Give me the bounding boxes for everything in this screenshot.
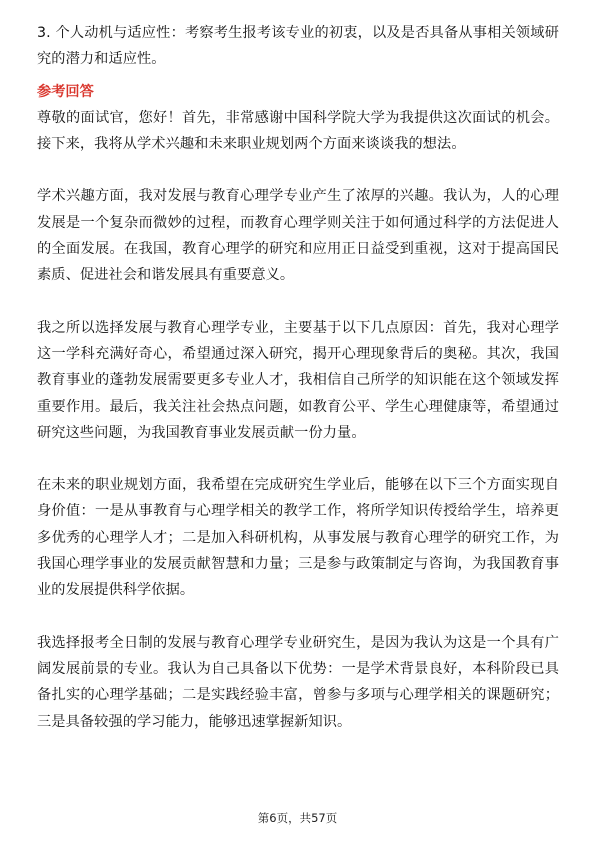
answer-paragraph-academic-interest: 学术兴趣方面，我对发展与教育心理学专业产生了浓厚的兴趣。我认为，人的心理发展是一个复杂而微妙的过程，而教育心理学则关注于如何通过科学的方法促进人的全面发展。在我国，教育心理学的研究和应用正日益受到重视，这对于提高国民素质、促进社会和谐发展具有重要意义。 [37, 188, 559, 284]
answer-paragraph-advantages: 我选择报考全日制的发展与教育心理学专业研究生，是因为我认为这是一个具有广阔发展前景的专业。我认为自己具备以下优势：一是学术背景良好，本科阶段已具备扎实的心理学基础；二是实践经验丰富，曾参与多项与心理学相关的课题研究；三是具备较强的学习能力，能够迅速掌握新知识。 [37, 634, 559, 730]
answer-paragraph-reasons: 我之所以选择发展与教育心理学专业，主要基于以下几点原因：首先，我对心理学这一学科充满好奇心，希望通过深入研究，揭开心理现象背后的奥秘。其次，我国教育事业的蓬勃发展需要更多专业人才，我相信自己所学的知识能在这个领域发挥重要作用。最后，我关注社会热点问题，如教育公平、学生心理健康等，希望通过研究这些问题，为我国教育事业发展贡献一份力量。 [37, 319, 559, 441]
document-body [37, 20, 559, 735]
page-number: 第6页，共57页 [257, 811, 338, 825]
answer-paragraph-greeting: 尊敬的面试官，您好！首先，非常感谢中国科学院大学为我提供这次面试的机会。接下来，我将从学术兴趣和未来职业规划两个方面来谈谈我的想法。 [37, 109, 559, 153]
intro-paragraph: 3. 个人动机与适应性：考察考生报考该专业的初衷，以及是否具备从事相关领域研究的潜力和适应性。 [37, 25, 559, 68]
answer-paragraph-career-plan: 在未来的职业规划方面，我希望在完成研究生学业后，能够在以下三个方面实现自身价值：一是从事教育与心理学相关的教学工作，将所学知识传授给学生，培养更多优秀的心理学人才；二是加入科研机构，从事发展与教育心理学的研究工作，为我国心理学事业的发展贡献智慧和力量；三是参与政策制定与咨询，为我国教育事业的发展提供科学依据。 [37, 477, 559, 599]
answer-heading: 参考回答 [37, 83, 94, 100]
